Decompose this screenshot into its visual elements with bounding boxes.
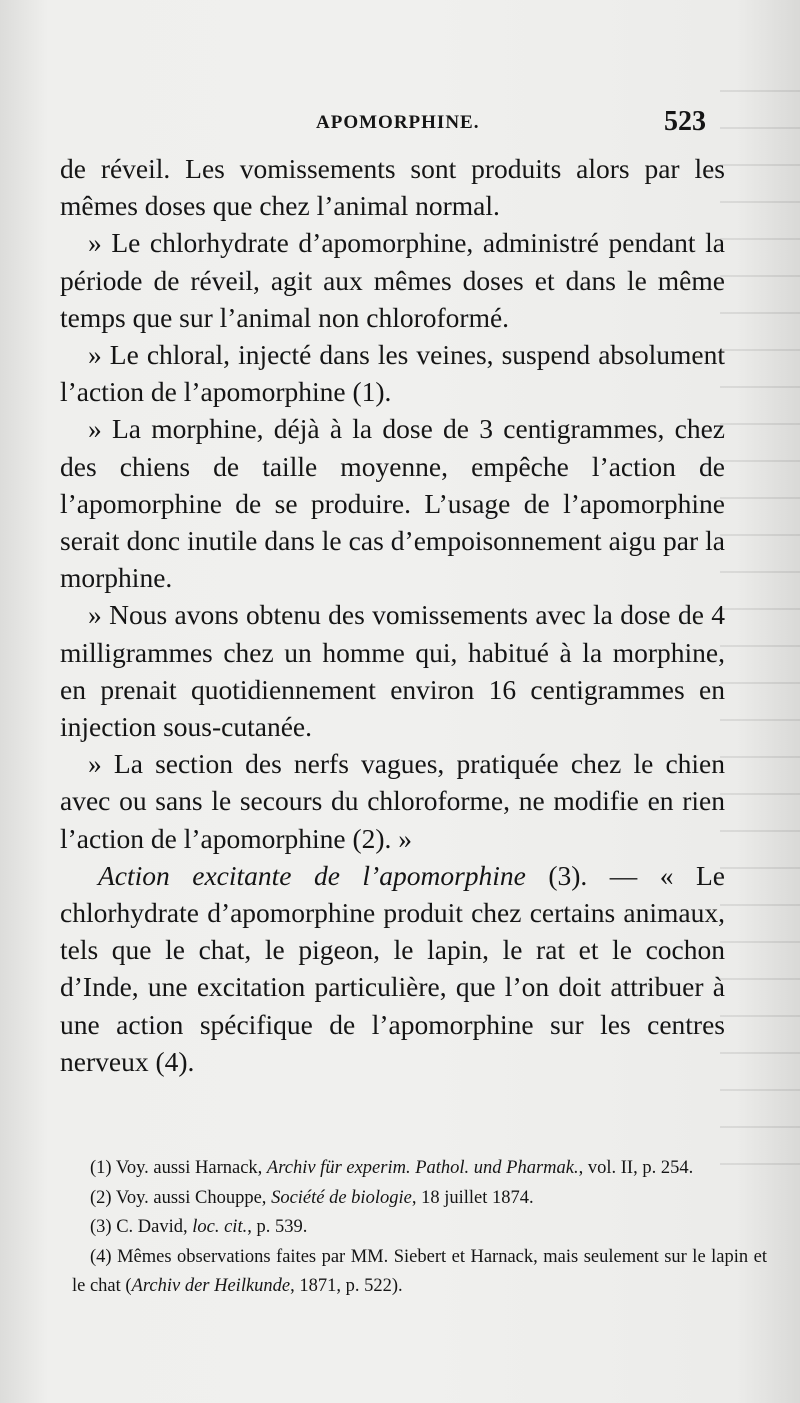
footnote-4	[72, 1243, 767, 1302]
footnote-text: (1) Voy. aussi Harnack,	[90, 1158, 267, 1178]
footnote-3	[72, 1213, 767, 1243]
show-through-text	[720, 90, 800, 1190]
section-title: Action excitante de l’apomorphine	[98, 859, 526, 891]
paragraph: » Le chloral, injecté dans les veines, suspend absolument l’action de l’apomorphine (1).	[60, 339, 725, 408]
footnote-citation: Archiv für experim. Pathol. und Pharmak.	[266, 1158, 579, 1178]
footnote-text: , vol. II, p. 254.	[578, 1158, 694, 1178]
paragraph: » Nous avons obtenu des vomissements avec la dose de 4 milligrammes chez un homme qui, habitué à la morphine, en prenait quotidiennement environ 16 centigrammes en injection sous-cutanée.	[60, 599, 725, 743]
footnote-2	[72, 1184, 767, 1214]
footnote-citation: Archiv der Heilkunde	[131, 1276, 291, 1297]
footnote-text: , 18 juillet 1874.	[411, 1187, 534, 1208]
footnote-text: , p. 539.	[247, 1217, 308, 1238]
paragraph: » La morphine, déjà à la dose de 3 centigrammes, chez des chiens de taille moyenne, empêche l’action de l’apomorphine de se produire. L’usage de l’apomorphine serait donc inutile dans le cas d’empoisonnement aigu par la morphine.	[60, 413, 725, 594]
footnote-text: (2) Voy. aussi Chouppe,	[90, 1187, 272, 1208]
main-text	[60, 150, 725, 1080]
footnote-citation: loc. cit.	[192, 1217, 248, 1238]
page-number: 523	[664, 106, 706, 137]
footnote-1	[72, 1154, 767, 1184]
section-text: (3). — « Le chlorhydrate d’apomorphine produit chez certains animaux, tels que le chat, le pigeon, le lapin, le rat et le cochon d’Inde, une excitation particulière, que l’on doit attribuer à une action spécifique de l’apomorphine sur les centres nerveux (4).	[60, 859, 725, 1077]
running-title: APOMORPHINE.	[316, 112, 480, 133]
footnote-citation: Société de biologie	[271, 1187, 412, 1208]
paragraph-continued: de réveil. Les vomissements sont produits alors par les mêmes doses que chez l’animal normal.	[60, 153, 725, 222]
footnote-text: (4) Mêmes observations faites par MM. Siebert et Harnack, mais seulement sur le lapin et le chat (	[72, 1246, 767, 1297]
page-header	[0, 106, 800, 140]
paragraph: » La section des nerfs vagues, pratiquée chez le chien avec ou sans le secours du chloroforme, ne modifie en rien l’action de l’apomorphine (2). »	[60, 748, 725, 854]
section-paragraph	[60, 857, 725, 1080]
footnote-text: (3) C. David,	[90, 1217, 193, 1238]
paragraph: » Le chlorhydrate d’apomorphine, administré pendant la période de réveil, agit aux mêmes doses et dans le même temps que sur l’animal non chloroformé.	[60, 227, 725, 333]
footnotes	[72, 1154, 767, 1302]
footnote-text: , 1871, p. 522).	[290, 1276, 403, 1297]
